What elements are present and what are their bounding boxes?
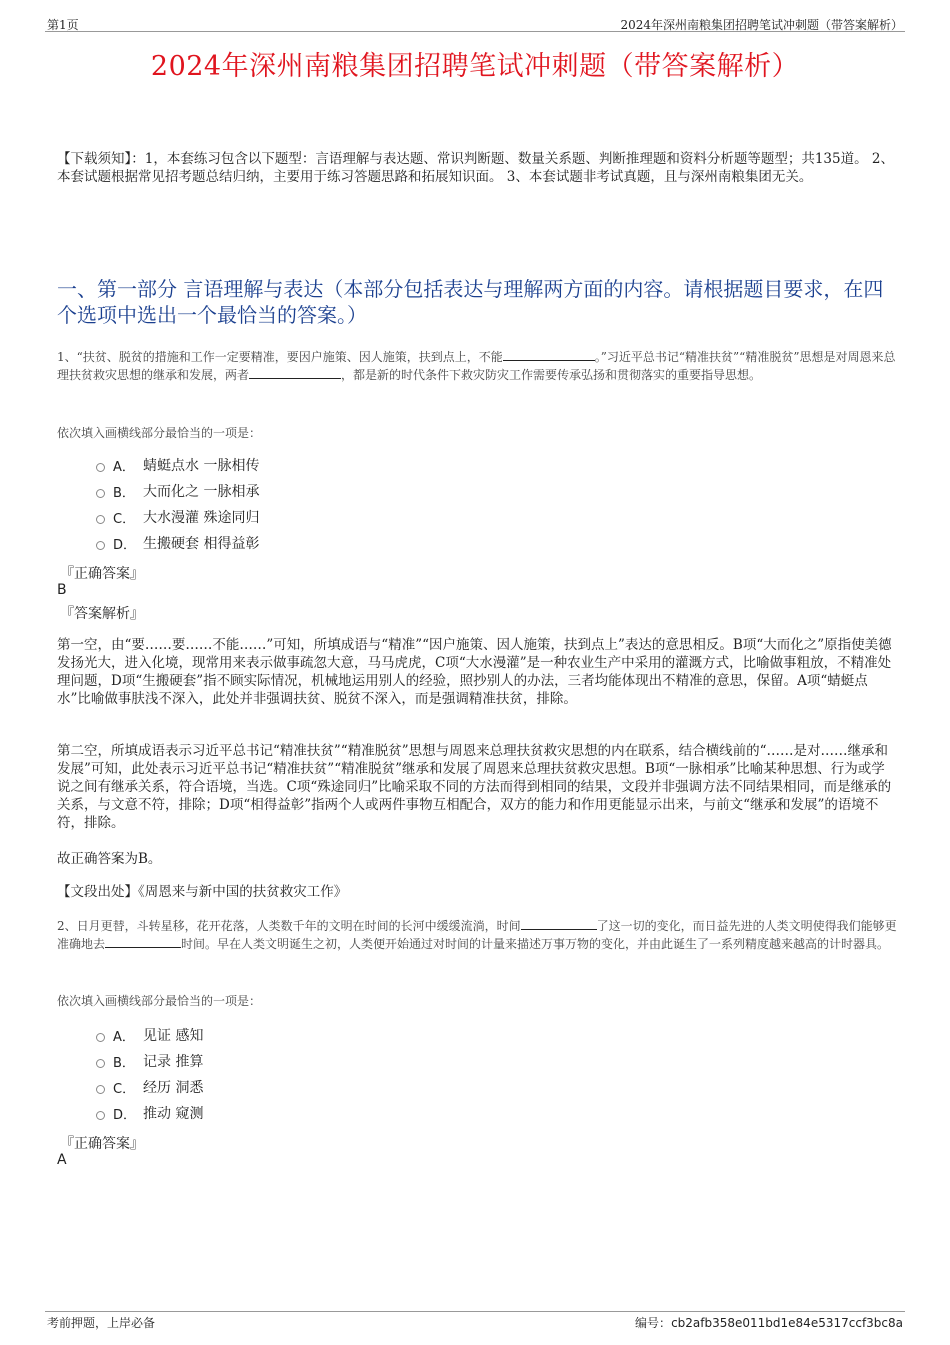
correct-answer: A [57,1152,67,1168]
section-title: 一、第一部分 言语理解与表达（本部分包括表达与理解两方面的内容。请根据题目要求，在四个选项中选出一个最恰当的答案。） [57,277,884,327]
question-2-prompt: 依次填入画横线部分最恰当的一项是： [57,994,262,1008]
document-title: 2024年深州南粮集团招聘笔试冲刺题（带答案解析） [150,51,800,82]
answer-label: 『正确答案』 [60,1136,144,1152]
correct-answer: B [57,582,67,598]
footer-slogan: 考前押题，上岸必备 [47,1316,156,1330]
running-title: 2024年深州南粮集团招聘笔试冲刺题（带答案解析） [620,18,903,32]
answer-label: 『正确答案』 [60,566,144,582]
radio-icon[interactable] [96,1059,105,1068]
radio-icon[interactable] [96,489,105,498]
header-divider [45,31,905,32]
question-2-text: 2、日月更替，斗转星移，花开花落，人类数千年的文明在时间的长河中缓缓流淌，时间 了这一切的变化，而日益先进的人类文明使得我们能够更准确地去 时间。早在人类文明诞生之初，人类便开始通过对时间的计量来描述万事万物的变化，并由此诞生了一系列精度越来越高的计时器具。 [57,919,897,951]
option-b[interactable]: B． 记录 推算 [96,1048,203,1074]
blank-line [105,935,181,948]
question-1-prompt: 依次填入画横线部分最恰当的一项是： [57,426,262,440]
blank-line [521,917,597,930]
analysis-paragraph-1: 第一空，由“要……要……不能……”可知，所填成语与“精准”“因户施策、因人施策，扶到点上”表达的意思相反。B项“大而化之”原指使美德发扬光大，进入化境，现常用来表示做事疏忽大意，马马虎虎，C项“大水漫灌”是一种农业生产中采用的灌溉方式，比喻做事粗放，不精准处理问题，D项“生搬硬套”指不顾实际情况，机械地运用别人的经验，照抄别人的办法，三者均能体现出不精准的意思，保留。A项“蜻蜓点水”比喻做事肤浅不深入，此处并非强调扶贫、脱贫不深入，而是强调精准扶贫，排除。 [57,637,892,707]
page-number: 第1页 [47,18,79,32]
option-b[interactable]: B． 大而化之 一脉相承 [96,478,259,504]
radio-icon[interactable] [96,1085,105,1094]
footer-divider [45,1311,905,1312]
radio-icon[interactable] [96,463,105,472]
option-a[interactable]: A． 蜻蜓点水 一脉相传 [96,452,259,478]
radio-icon[interactable] [96,1033,105,1042]
radio-icon[interactable] [96,515,105,524]
analysis-paragraph-2: 第二空，所填成语表示习近平总书记“精准扶贫”“精准脱贫”思想与周恩来总理扶贫救灾思想的内在联系，结合横线前的“……是对……继承和发展”可知，此处表示习近平总书记“精准扶贫”“精准脱贫”继承和发展了周恩来总理扶贫救灾思想。B项“一脉相承”比喻某种思想、行为或学说之间有继承关系，符合语境，当选。C项“殊途同归”比喻采取不同的方法而得到相同的结果，文段并非强调方法不同结果相同，而是继承的关系，与文意不符，排除；D项“相得益彰”指两个人或两件事物互相配合，双方的能力和作用更能显示出来，与前文“继承和发展”的语境不符，排除。 [57,743,892,831]
analysis-label: 『答案解析』 [60,606,144,622]
option-d[interactable]: D． 推动 窥测 [96,1100,203,1126]
source-citation: 【文段出处】《周恩来与新中国的扶贫救灾工作》 [57,884,348,900]
radio-icon[interactable] [96,541,105,550]
option-a[interactable]: A． 见证 感知 [96,1022,203,1048]
option-d[interactable]: D． 生搬硬套 相得益彰 [96,530,259,556]
option-c[interactable]: C． 大水漫灌 殊途同归 [96,504,259,530]
option-c[interactable]: C． 经历 洞悉 [96,1074,203,1100]
footer-code: 编号：cb2afb358e011bd1e84e5317ccf3bc8a [635,1316,903,1330]
blank-line [249,366,341,379]
blank-line [503,348,595,361]
radio-icon[interactable] [96,1111,105,1120]
question-2-options [96,1022,203,1126]
conclusion: 故正确答案为B。 [57,851,162,867]
question-1-text: 1、“扶贫、脱贫的措施和工作一定要精准，要因户施策、因人施策，扶到点上，不能 。”习近平总书记“精准扶贫”“精准脱贫”思想是对周恩来总理扶贫救灾思想的继承和发展，两者 ，都是新的时代条件下救灾防灾工作需要传承弘扬和贯彻落实的重要指导思想。 [57,350,896,382]
download-notice: 【下载须知】：1，本套练习包含以下题型：言语理解与表达题、常识判断题、数量关系题、判断推理题和资料分析题等题型；共135道。 2、本套试题根据常见招考题总结归纳，主要用于练习答题思路和拓展知识面。 3、本套试题非考试真题，且与深州南粮集团无关。 [57,151,894,185]
question-1-options [96,452,259,556]
